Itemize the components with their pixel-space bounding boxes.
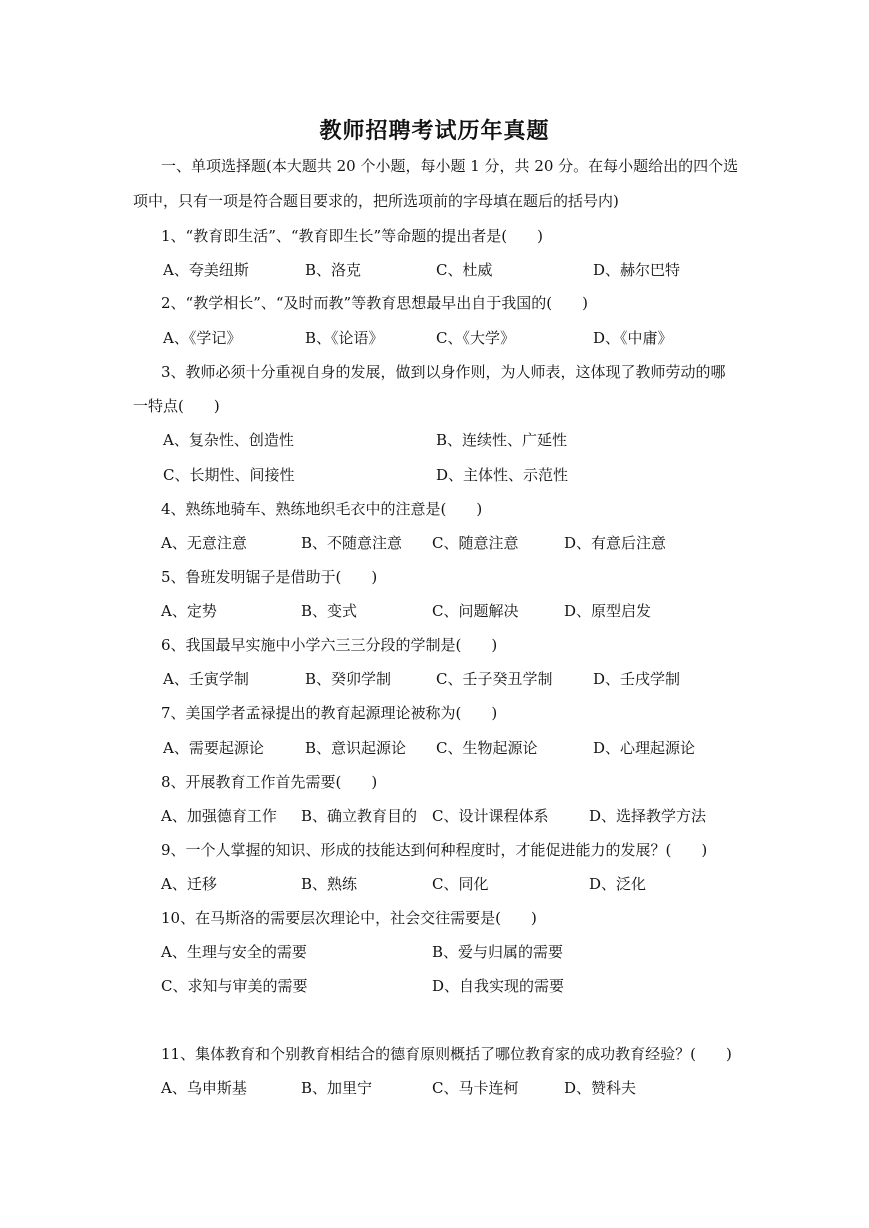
question-5-stem: 5、鲁班发明锯子是借助于( )	[161, 568, 378, 586]
question-3-stem-line1: 3、教师必须十分重视自身的发展，做到以身作则，为人师表，这体现了教师劳动的哪	[161, 363, 726, 381]
question-8-stem: 8、开展教育工作首先需要( )	[161, 773, 378, 791]
question-3-option-b: B、连续性、广延性	[436, 431, 568, 449]
question-1-option-d: D、赫尔巴特	[593, 261, 681, 279]
question-7-option-b: B、意识起源论	[305, 739, 407, 757]
question-4-option-c: C、随意注意	[432, 534, 519, 552]
question-6-option-c: C、壬子癸丑学制	[436, 670, 553, 688]
question-3-stem-line2: 一特点( )	[133, 397, 220, 415]
question-8-option-d: D、选择教学方法	[589, 807, 707, 825]
question-7-option-c: C、生物起源论	[436, 739, 538, 757]
section-intro-line1: 一、单项选择题(本大题共 20 个小题，每小题 1 分，共 20 分。在每小题给出的四个选	[161, 157, 739, 175]
question-8-option-c: C、设计课程体系	[432, 807, 549, 825]
question-6-stem: 6、我国最早实施中小学六三三分段的学制是( )	[161, 636, 498, 654]
question-1-option-a: A、夸美纽斯	[163, 261, 249, 279]
section-intro-line2: 项中，只有一项是符合题目要求的，把所选项前的字母填在题后的括号内)	[133, 192, 619, 210]
question-2-stem: 2、“教学相长”、“及时而教”等教育思想最早出自于我国的( )	[161, 294, 588, 312]
question-11-stem: 11、集体教育和个别教育相结合的德育原则概括了哪位教育家的成功教育经验？( )	[161, 1045, 732, 1063]
question-7-option-a: A、需要起源论	[163, 739, 264, 757]
question-3-option-a: A、复杂性、创造性	[163, 431, 294, 449]
question-11-option-c: C、马卡连柯	[432, 1079, 519, 1097]
question-9-option-c: C、同化	[432, 875, 489, 893]
question-4-option-a: A、无意注意	[161, 534, 247, 552]
question-3-option-d: D、主体性、示范性	[436, 466, 569, 484]
question-2-option-c: C、《大学》	[436, 329, 515, 347]
question-9-option-b: B、熟练	[301, 875, 358, 893]
question-7-option-d: D、心理起源论	[593, 739, 696, 757]
question-11-option-b: B、加里宁	[301, 1079, 373, 1097]
question-7-stem: 7、美国学者孟禄提出的教育起源理论被称为( )	[161, 704, 498, 722]
question-6-option-b: B、癸卯学制	[305, 670, 392, 688]
question-5-option-a: A、定势	[161, 602, 217, 620]
question-5-option-b: B、变式	[301, 602, 358, 620]
question-4-option-d: D、有意后注意	[564, 534, 667, 552]
question-4-option-b: B、不随意注意	[301, 534, 403, 552]
question-6-option-a: A、壬寅学制	[163, 670, 249, 688]
question-10-option-c: C、求知与审美的需要	[161, 977, 308, 995]
question-2-option-b: B、《论语》	[305, 329, 384, 347]
question-2-option-a: A、《学记》	[163, 329, 242, 347]
question-10-stem: 10、在马斯洛的需要层次理论中，社会交往需要是( )	[161, 909, 537, 927]
question-10-option-b: B、爱与归属的需要	[432, 943, 564, 961]
page-title: 教师招聘考试历年真题	[319, 118, 550, 144]
question-1-stem: 1、“教育即生活”、“教育即生长”等命题的提出者是( )	[161, 227, 543, 245]
question-1-option-b: B、洛克	[305, 261, 362, 279]
question-10-option-d: D、自我实现的需要	[432, 977, 565, 995]
question-8-option-b: B、确立教育目的	[301, 807, 418, 825]
question-2-option-d: D、《中庸》	[593, 329, 673, 347]
question-9-option-d: D、泛化	[589, 875, 647, 893]
question-10-option-a: A、生理与安全的需要	[161, 943, 307, 961]
question-5-option-c: C、问题解决	[432, 602, 519, 620]
question-3-option-c: C、长期性、间接性	[163, 466, 295, 484]
question-1-option-c: C、杜威	[436, 261, 493, 279]
question-11-option-d: D、赞科夫	[564, 1079, 637, 1097]
question-9-stem: 9、一个人掌握的知识、形成的技能达到何种程度时，才能促进能力的发展？( )	[161, 841, 708, 859]
question-9-option-a: A、迁移	[161, 875, 217, 893]
question-5-option-d: D、原型启发	[564, 602, 652, 620]
question-11-option-a: A、乌申斯基	[161, 1079, 247, 1097]
question-8-option-a: A、加强德育工作	[161, 807, 277, 825]
question-6-option-d: D、壬戌学制	[593, 670, 681, 688]
question-4-stem: 4、熟练地骑车、熟练地织毛衣中的注意是( )	[161, 500, 483, 518]
